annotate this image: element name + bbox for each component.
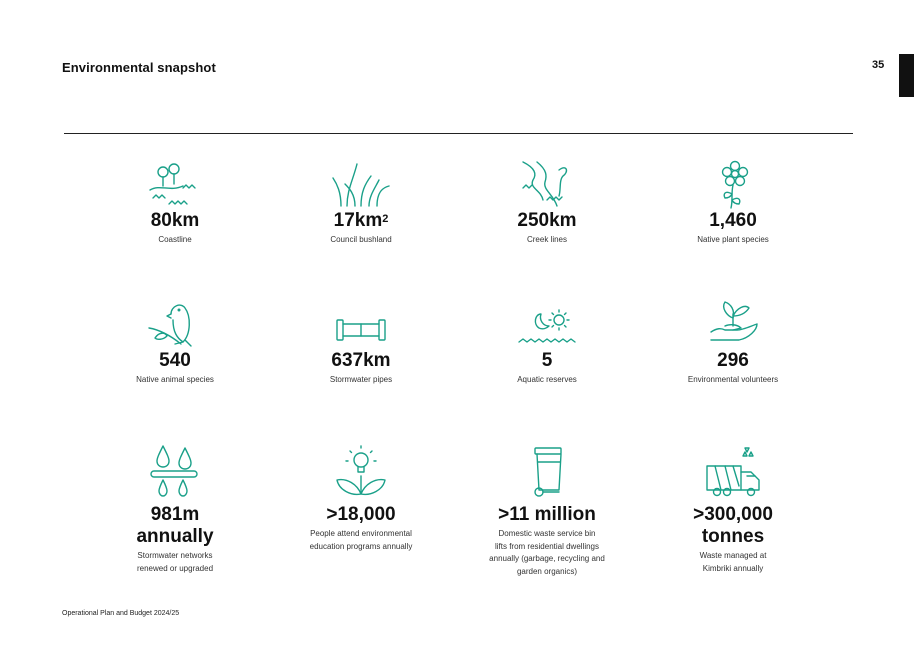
stat-label: People attend environmental education programs annually (309, 529, 413, 551)
footer-text: Operational Plan and Budget 2024/25 (62, 610, 180, 617)
stat-value: 1,460 (709, 210, 757, 231)
flower-icon (703, 160, 763, 210)
stat-label: Council bushland (330, 235, 392, 244)
moon-sun-water-icon (517, 300, 577, 350)
stat-value: 5 (541, 350, 553, 371)
stat-label: Native animal species (136, 375, 214, 384)
stat-label: Creek lines (526, 235, 567, 244)
stat-bushland (276, 160, 446, 247)
page-title: Environmental snapshot (62, 60, 216, 75)
stat-value: >300,000 tonnes (693, 504, 773, 547)
wheelie-bin-icon (517, 444, 577, 504)
coastline-icon (145, 160, 205, 210)
water-drops-icon (145, 444, 205, 504)
garbage-truck-icon (703, 444, 763, 504)
stat-aquatic-reserves (462, 300, 632, 387)
stat-stormwater-pipes (276, 300, 446, 387)
stat-value: 80km (150, 210, 200, 231)
stat-value: 981m annually (136, 504, 214, 547)
stat-education (276, 444, 446, 553)
stat-value: 540 (159, 350, 191, 371)
hand-plant-icon (703, 300, 763, 350)
stat-label: Aquatic reserves (517, 375, 577, 384)
stat-native-animals (90, 300, 260, 387)
creek-icon (517, 160, 577, 210)
stat-value: >11 million (498, 504, 596, 525)
bird-icon (145, 300, 205, 350)
stat-coastline (90, 160, 260, 247)
stat-volunteers (648, 300, 818, 387)
stat-value: 250km (517, 210, 577, 231)
stat-creek (462, 160, 632, 247)
stat-value: $17km^2$ (333, 210, 389, 231)
pipe-icon (331, 300, 391, 350)
stat-native-plants (648, 160, 818, 247)
stat-stormwater-networks (90, 444, 260, 575)
stat-value: 296 (717, 350, 749, 371)
lightbulb-leaves-icon (331, 444, 391, 504)
stat-value: >18,000 (326, 504, 396, 525)
stat-label: Coastline (158, 235, 192, 244)
stat-label: Stormwater pipes (329, 375, 393, 384)
page-tab-marker (899, 54, 914, 97)
stat-bin-lifts (462, 444, 632, 578)
stat-label: Native plant species (697, 235, 769, 244)
stat-label: Waste managed at Kimbriki annually (699, 551, 767, 573)
header-divider (64, 133, 853, 134)
bushland-grass-icon (331, 160, 391, 210)
stat-label: Domestic waste service bin lifts from residential dwellings annually (garbage, recycling and garden organics) (489, 529, 605, 576)
stat-label: Stormwater networks renewed or upgraded (136, 551, 214, 573)
stat-waste-managed (648, 444, 818, 575)
stat-value: 637km (331, 350, 391, 371)
page-number: 35 (872, 59, 885, 71)
stat-label: Environmental volunteers (687, 375, 779, 384)
